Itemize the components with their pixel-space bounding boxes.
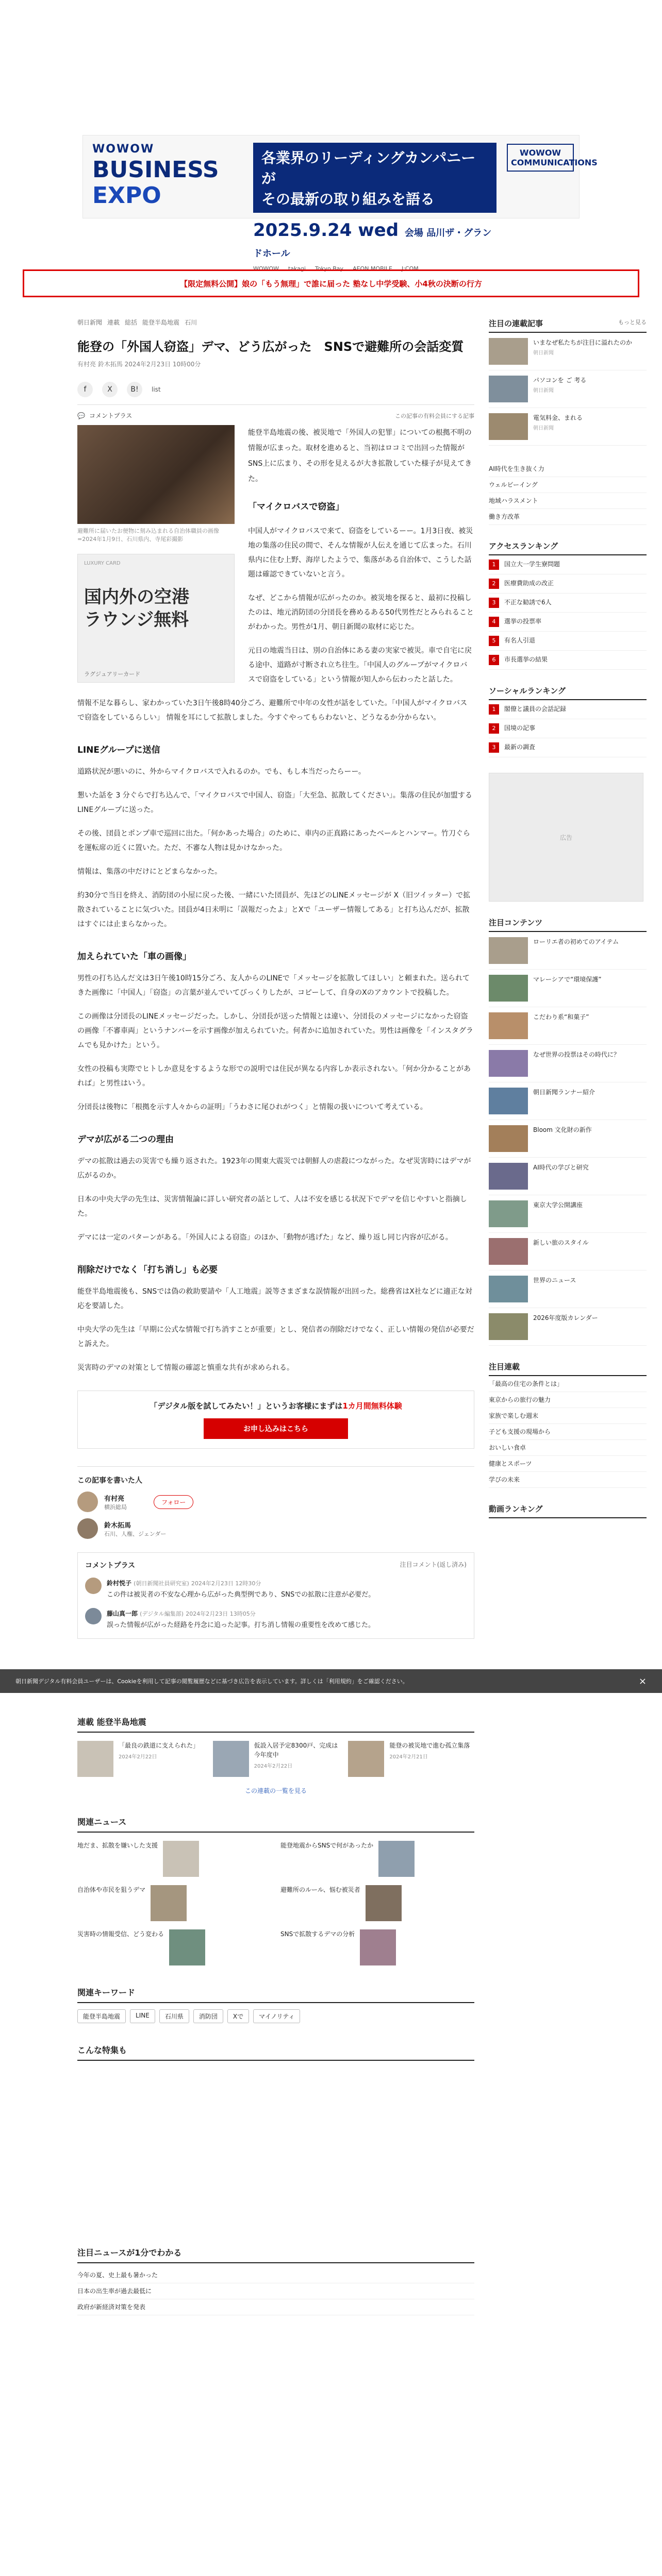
thumbnail [489,1125,528,1152]
subheading-2: LINEグループに送信 [77,745,160,755]
card-date: 2024年2月22日 [119,1754,157,1760]
text-list-item[interactable]: 東京からの旅行の魅力 [489,1392,647,1408]
comment-icon: 💬 [77,412,85,419]
topic-item[interactable] [489,932,647,970]
comment-item [85,1578,467,1601]
sidebar-item[interactable] [489,370,647,408]
divider [77,404,474,405]
comment-date: 2024年2月23日 13時05分 [186,1611,256,1617]
share-list-label[interactable]: list [152,386,161,393]
thumbnail [348,1741,384,1777]
topic-text: Bloom 文化財の新作 [533,1126,592,1133]
related-text: 自治体や市民を狙うデマ [77,1886,146,1893]
sponsor-logo: J:COM [401,265,419,272]
author-name[interactable]: 有村亮 [104,1495,125,1503]
apply-button[interactable]: お申し込みはこちら [204,1418,348,1439]
author-section [77,1466,474,1539]
keyword-tag[interactable]: 消防団 [193,2009,223,2023]
topic-text: 新しい旅のスタイル [533,1239,589,1246]
subheading-3: 加えられていた「車の画像」 [77,952,191,962]
social-ranking-title [489,685,647,700]
ranking-item-text: 選挙の投票率 [504,618,542,625]
thumbnail [378,1841,415,1877]
cookie-consent-bar [0,1669,662,1693]
rank-number: 1 [489,560,499,570]
topic-item[interactable] [489,1158,647,1195]
related-card[interactable] [280,1841,474,1877]
related-title: 関連ニュース [77,1816,474,1833]
rank-number: 3 [489,598,499,608]
ranking-item[interactable] [489,632,647,651]
banner-date: 2025.9.24 wed [253,220,399,241]
tab-series-title [489,1361,647,1376]
topic-text: マレーシアで“環境保護” [533,976,602,983]
subheading-4: デマが広がる二つの理由 [77,1134,174,1145]
keyword-tag[interactable]: Xで [227,2009,249,2023]
trending-item[interactable]: 政府が新経済対策を発表 [77,2299,474,2315]
trending-list [77,2267,474,2315]
thumbnail [489,1088,528,1114]
series-card[interactable] [348,1741,474,1777]
text-list-item[interactable]: 学びの未来 [489,1472,647,1488]
related-text: 地だま、拡散を嫌いした支援 [77,1842,158,1849]
hero-image[interactable] [77,425,235,524]
related-card[interactable] [280,1929,474,1965]
section-title: ソーシャルランキング [489,686,566,696]
trending-item[interactable]: 今年の夏、史上最も暑かった [77,2267,474,2283]
lead-paragraph: 能登半島地震の後、被災地で「外国人の犯罪」についての根拠不明の情報が広まった。取材を進めると、当初はロコミで出回った情報がSNS上に広まり、その形を見えるが大き拡散していた様子が見えてきた。 [248,429,472,483]
breadcrumb [77,318,474,327]
comment-role: (朝日新聞社員研究室) [134,1580,189,1587]
ranking-item[interactable] [489,719,647,738]
comment-plus-tag [77,411,474,420]
card-body [254,1741,339,1777]
thumbnail [169,1929,205,1965]
main-column [77,318,474,1639]
thumbnail [151,1885,187,1921]
paragraph: 約30分で当日を終え、消防団の小屋に戻った後、一緒にいた団員が、先ほどのLINEメッセージが X（旧ツイッター）で拡散されていることに気づいた。団員が4日未明に「誤報だったよ」とXで「ユーザー情報してある」と打ち込んだが、拡散はすぐには止まらなかった。 [77,891,471,928]
topic-item[interactable] [489,1007,647,1045]
avatar[interactable] [77,1518,98,1539]
topic-item[interactable] [489,1195,647,1233]
rank-number: 1 [489,704,499,715]
sidebar-feature-list [489,461,647,525]
author-title: この記事を書いた人 [77,1477,142,1485]
card-body [119,1741,199,1777]
thumbnail [77,1741,113,1777]
paragraph: その後、団員とポンプ車で巡回に出た。「何かあった場合」のために、車内の正真路にあったベールとハンマー。竹刀ぐらを運転席の近くに置いた。ただ、不審な人物は見かけなかった。 [77,829,470,852]
promo-highlight: 1カ月間無料体験 [342,1401,402,1411]
topic-text: ローリエ者の初めてのアイテム [533,938,619,945]
inline-ad[interactable] [77,554,235,683]
sponsor-logo: Tokyo Bay [315,265,344,272]
author-info [104,1520,166,1538]
thumbnail [489,975,528,1002]
topic-item[interactable] [489,970,647,1007]
promo-title [87,1400,465,1411]
keyword-tag[interactable]: LINE [130,2009,155,2023]
recommend-title: こんな特集も [77,2044,474,2061]
series-card[interactable] [213,1741,339,1777]
wowow-communications-logo: WOWOW COMMUNICATIONS [507,144,574,172]
paragraph: 災害時のデマの対策として情報の確認と慎重な共有が求められる。 [77,1364,294,1372]
card-title: 能登の被災地で進む孤立集落 [389,1742,470,1749]
video-ranking-box [489,1503,647,1518]
avatar[interactable] [85,1608,102,1624]
hero-caption: 避難所に届いたお便物に刻み込まれる自治体職員の画像=2024年1月9日、石川県内、寺尾彩撮影 [77,528,219,543]
breadcrumb-item[interactable]: 朝日新聞 [77,319,103,326]
topic-text: 2026年度版カレンダー [533,1314,598,1321]
related-text: 災害時の情報受信、どう変わる [77,1930,164,1938]
ranking-title [489,540,647,555]
card-body [389,1741,470,1777]
sidebar-notable-title [489,318,647,333]
luxury-card-ad[interactable] [77,554,235,683]
author-info [104,1493,127,1511]
series-more-link[interactable]: この連載の一覧を見る [244,1787,307,1794]
thumbnail [489,413,528,440]
paragraph: 元日の地震当日は、別の自治体にある妻の実家で被災。車で自宅に戻る途中、道路が寸断され立ち往生。「中国人のグループがマイクロバスで窃盗をしている」という情報が知人から伝わったと話した。 [248,647,472,684]
subheading-5: 削除だけでなく「打ち消し」も必要 [77,1265,218,1275]
expo-banner-ad[interactable] [82,135,598,272]
sidebar-item-text-wrap [533,338,632,365]
breadcrumb-item[interactable]: 連載 [107,319,120,326]
banner-tagline [253,143,496,213]
rank-number: 2 [489,723,499,734]
paragraph: 女性の投稿も実際でヒトしか意見をするような形での説明では住民が異なる内容しか表示されない。「何か分かることがあれば」と男性はいう。 [77,1065,471,1088]
text-list-item[interactable]: おいしい食卓 [489,1440,647,1456]
ad-text-2: ラウンジ無料 [84,609,189,630]
thumbnail [213,1741,249,1777]
paragraph: 能登半島地震後も、SNSでは偽の救助要請や「人工地震」説等さまざまな誤情報が出回った。総務省はX社などに適正な対応を要請した。 [77,1287,472,1310]
topic-text: 朝日新聞ランナー紹介 [533,1089,595,1096]
ranking-item-text: 不正な勧誘で6人 [504,599,552,606]
author-row [77,1492,474,1512]
social-ranking [489,685,647,757]
trial-promo [77,1391,474,1449]
paragraph: デマには一定のパターンがある。「外国人による窃盗」のほか、「動物が逃げた」など、繰り返し同じ内容が広がる。 [77,1233,453,1242]
sponsor-logo: takagi [288,265,306,272]
topic-item[interactable] [489,1308,647,1346]
text-list-item[interactable]: 「最高の住宅の条件とは」 [489,1376,647,1392]
paragraph: この画像は分団長のLINEメッセージだった。しかし、分団長が送った情報とは違い、分団長のメッセージになかった窃盗の画像「不審車両」というナンバーを示す画像が加えられていた。何者かに追加されていた。男性は画像を「インスタグラムでも見かけた」という。 [77,1012,473,1049]
text-list-item[interactable]: 子ども支援の現場から [489,1424,647,1440]
hero-section [77,425,474,687]
feature-link[interactable]: AI時代を生き抜く力 [489,461,647,477]
thumbnail [489,1313,528,1340]
sidebar-ad[interactable]: 広告 [489,773,643,902]
feature-link[interactable]: ウェルビーイング [489,477,647,493]
comment-text: 誤った情報が広がった経路を丹念に追った記事。打ち消し情報の重要性を改めて感じた。 [107,1621,375,1629]
comment-count[interactable]: 注目コメント(返し済み) [400,1561,467,1568]
comment-note: この記事の有料会員にする記事 [395,412,474,419]
ranking-item-text: 有名人引退 [504,637,536,644]
section-title: アクセスランキング [489,541,558,551]
paragraph: 中央大学の先生は「早期に公式な情報で打ち消すことが重要」とし、発信者の削除だけでなく、正しい情報の発信が必要だと訴えた。 [77,1326,474,1348]
thumbnail [489,1238,528,1265]
related-text: SNSで拡散するデマの分析 [280,1930,355,1938]
card-title: 「最良の鉄道に支えられた」 [119,1742,200,1749]
section-title: 注目の連載記事 [489,319,543,328]
topic-item[interactable] [489,1233,647,1270]
top-spacer [0,0,662,134]
rank-number: 2 [489,579,499,589]
comment-item [85,1608,467,1631]
author-name[interactable]: 鈴木拓馬 [104,1521,131,1530]
topic-text: なぜ世界の投票はその時代に？ [533,1051,620,1058]
card-date: 2024年2月22日 [254,1764,293,1769]
related-text: 避難所のルール、悩む被災者 [280,1886,360,1893]
trending-item[interactable]: 日本の出生率が過去最低に [77,2283,474,2299]
sidebar [489,318,647,1534]
breadcrumb-item[interactable]: 総括 [125,319,138,326]
text-list-item[interactable]: 健康とスポーツ [489,1456,647,1472]
ranking-item[interactable] [489,651,647,670]
sidebar-notable [489,318,647,446]
author-row [77,1518,474,1539]
section-title: 動画ランキング [489,1504,543,1514]
keywords-title: 関連キーワード [77,1986,474,2003]
banner-right [502,135,598,218]
topics-title [489,917,647,932]
article-headline: 能登の「外国人窃盗」デマ、どう広がった SNSで避難所の会話変質 [77,340,464,354]
banner-date-row [253,220,496,261]
topic-item[interactable] [489,1270,647,1308]
text-list [489,1376,647,1488]
sponsor-logo: AEON MOBILE [353,265,392,272]
paragraph: なぜ、どこから情報が広がったのか。被災地を探ると、最初に投稿したのは、地元消防団の分団長を務めるある50代男性だとみられることがわかった。男性が1月、朝日新聞の取材に応じた。 [248,594,474,631]
ranking-item-text: 医療費助成の改正 [504,580,554,587]
rank-number: 6 [489,655,499,665]
related-text: 能登地震からSNSで何があったか [280,1842,374,1849]
paragraph: 分団長は後物に「根拠を示す人々からの証明」「うわさに尾ひれがつく」と情報の扱いについて考えている。 [77,1103,427,1111]
hero-text-col [248,425,474,687]
follow-button[interactable]: フォロー [154,1495,193,1509]
thumbnail [366,1885,402,1921]
series-title: 連載 能登半島地震 [77,1716,474,1733]
related-grid [77,1841,474,1877]
sidebar-item[interactable] [489,408,647,446]
access-ranking [489,540,647,670]
card-date: 2024年2月21日 [389,1754,428,1760]
topic-text: こだわり系“和菓子” [533,1013,589,1021]
breadcrumb-item[interactable]: 能登半島地震 [142,319,180,326]
thumbnail [360,1929,396,1965]
banner-mid [248,135,502,272]
thumbnail [489,376,528,402]
x-icon[interactable]: X [102,382,118,397]
more-link[interactable]: もっと見る [618,319,647,326]
comment-date: 2024年2月23日 12時30分 [191,1580,261,1587]
topics-box [489,917,647,1346]
facebook-icon[interactable]: f [77,382,93,397]
comment-text: この件は被災者の不安な心理から広がった典型例であり、SNSでの拡散に注意が必要だ。 [107,1591,375,1599]
section-title: 注目連載 [489,1362,520,1371]
close-icon[interactable]: × [638,1675,647,1687]
ranking-item-text: 最新の調査 [504,743,536,751]
ad-text-1: 国内外の空港 [84,587,189,607]
related-card[interactable] [280,1885,474,1921]
comment-body [107,1578,375,1601]
ranking-item[interactable] [489,594,647,613]
ranking-item-text: 国境の記事 [504,724,536,732]
card-title: 仮設入居予定8300戸、完成は今年度中 [254,1742,338,1758]
sidebar-item-source: 朝日新聞 [533,426,554,431]
topic-text: 世界のニュース [533,1277,576,1284]
comment-head [85,1560,467,1570]
avatar[interactable] [77,1492,98,1512]
thumbnail [489,1200,528,1227]
thumbnail [489,937,528,964]
paragraph: デマの拡散は過去の災害でも繰り返された。1923年の関東大震災では朝鮮人の虐殺につながった。なぜ災害時にはデマが広がるのか。 [77,1157,471,1180]
ranking-item[interactable] [489,738,647,757]
topic-text: 東京大学公開講座 [533,1201,583,1209]
consent-text: 朝日新聞デジタル有料会員ユーザーは、Cookieを利用して記事の閲覧履歴などに基づき広告を表示しています。詳しくは「利用規約」をご確認ください。 [15,1678,408,1685]
related-card[interactable] [77,1885,271,1921]
ad-label: LUXURY CARD [84,561,121,566]
tab-series-box [489,1361,647,1488]
sidebar-item[interactable] [489,333,647,370]
sidebar-item-text-wrap [533,376,586,402]
comment-body [107,1608,375,1631]
sidebar-item-source: 朝日新聞 [533,350,554,356]
banner-title-2: EXPO [92,182,161,209]
sidebar-item-text: いまなぜ私たちが注目に溢れたのか [533,339,633,346]
paragraph: 情報は、集落の中だけにとどまらなかった。 [77,868,222,876]
rank-number: 5 [489,636,499,646]
feature-link[interactable]: 地域ハラスメント [489,493,647,509]
comment-plus-section [77,1552,474,1639]
section-title: 注目コンテンツ [489,918,543,927]
series-card[interactable] [77,1741,204,1777]
bookmark-icon[interactable]: B! [127,382,142,397]
sidebar-item-text-wrap [533,413,583,440]
author-role: 横浜総局 [104,1503,127,1511]
banner-left [83,135,248,218]
banner-tagline-1: 各業界のリーディングカンパニーが [261,149,476,187]
ranking-item-text: 市長選挙の結果 [504,656,548,663]
subheading-1: 「マイクロバスで窃盗」 [248,502,344,512]
thumbnail [489,1012,528,1039]
promo-title-text: 「デジタル版を試してみたい！」というお客様にまずは [150,1401,343,1411]
promo-notice-link[interactable]: 【限定無料公開】娘の「もう無理」で誰に届った 塾なし中学受験、小4秋の決断の行方 [23,269,639,297]
recommend-area [77,2061,474,2246]
sidebar-item-text: 電気料金、まれる [533,414,583,421]
keyword-tag[interactable]: マイノリティ [253,2009,300,2023]
paragraph: 中国人がマイクロバスで来て、窃盗をしているーー。1月3日夜、被災地の集落の住民の間で、そんな情報が人伝えを通じて広まった。石川県内に住む上野、海岸したようで、集落がある自治体で、こうした話題は確認できていないと言う。 [248,527,473,579]
keyword-tag[interactable]: 石川県 [159,2009,189,2023]
ranking-item[interactable] [489,613,647,632]
rank-number: 4 [489,617,499,627]
sidebar-item-text: パソコンを ご 考る [533,377,587,384]
series-section [77,1716,474,2315]
share-row [77,382,474,397]
comment-author-row [107,1608,375,1620]
thumbnail [489,1163,528,1190]
sidebar-ad-wrap [489,773,647,902]
banner-title-1: BUSINESS [92,157,219,183]
topic-item[interactable] [489,1045,647,1082]
topic-text: AI時代の学びと研究 [533,1164,589,1171]
sidebar-item-source: 朝日新聞 [533,388,554,394]
feature-link[interactable]: 働き方改革 [489,509,647,525]
sponsor-logo: WOWOW [253,265,279,272]
topic-item[interactable] [489,1082,647,1120]
comment-author[interactable]: 藤山真一郎 [107,1610,138,1617]
paragraph: 懇いた話を 3 分ぐらで打ち込んで、「マイクロバスで中国人、窃盗」「大至急、拡散してください」。集落の住民が加盟するLINEグループに送った。 [77,791,472,814]
avatar[interactable] [85,1578,102,1594]
comment-author[interactable]: 鈴村悦子 [107,1580,132,1587]
paragraph: 男性の打ち込んだ文は3日午後10時15分ごろ、友人からのLINEで「メッセージを拡散してほしい」と頼まれた。送られてきた画像に「中国人」「窃盗」の言葉が並んでいてびっくりしたが、コピーして、自身のXのアカウントで投稿した。 [77,974,470,997]
ranking-item[interactable] [489,555,647,574]
paragraph: 情報不足な暮らし、家わかっていた3日午後8時40分ごろ、避難所で中年の女性が話をしていた。「中国人がマイクロバスで窃盗をしているらしい」 情報を耳にして拡散しました。今すぐやってもらわないと、どうなるか分からない。 [77,699,468,722]
related-grid [77,1885,474,1921]
video-ranking-title [489,1503,647,1518]
author-role: 石川、人権、ジェンダー [104,1530,167,1537]
hero-figure [77,425,235,687]
thumbnail [163,1841,199,1877]
paragraph: 道路状況が悪いのに、外からマイクロバスで入れるのか。でも、もし本当だったらーー。 [77,768,366,776]
related-card[interactable] [77,1841,271,1877]
breadcrumb-item[interactable]: 石川 [185,319,197,326]
rank-number: 3 [489,742,499,753]
thumbnail [489,1276,528,1302]
comment-author-row [107,1578,375,1589]
keyword-tag[interactable]: 能登半島地震 [77,2009,126,2023]
thumbnail [489,1050,528,1077]
banner-venue: 会場 品川ザ・グランドホール [253,228,492,259]
comment-role: (デジタル編集部) [140,1611,184,1617]
comment-plus-label[interactable]: コメントプラス [89,412,133,419]
ad-foot: ラグジュアリーカード [84,671,141,677]
article-meta: 有村亮 鈴木拓馬 2024年2月23日 10時00分 [77,361,201,368]
related-card[interactable] [77,1929,271,1965]
series-grid [77,1741,474,1777]
trending-title: 注目ニュースが1分でわかる [77,2246,474,2263]
banner-tagline-2: その最新の取り組みを語る [261,191,435,208]
thumbnail [489,338,528,365]
ranking-item-text: 閣僚と議員の会話記録 [504,705,567,713]
related-grid [77,1929,474,1965]
keyword-row [77,2009,474,2023]
comment-title: コメントプラス [85,1562,136,1570]
topic-item[interactable] [489,1120,647,1158]
ranking-item[interactable] [489,700,647,719]
ranking-item-text: 国立大一学生寮問題 [504,561,560,568]
banner-brand: WOWOW [92,143,155,156]
paragraph: 日本の中央大学の先生は、災害情報論に詳しい研究者の話として、人は不安を感じる状況下でデマを信じやすいと指摘した。 [77,1195,467,1218]
text-list-item[interactable]: 家族で楽しむ週末 [489,1408,647,1424]
ranking-item[interactable] [489,574,647,594]
